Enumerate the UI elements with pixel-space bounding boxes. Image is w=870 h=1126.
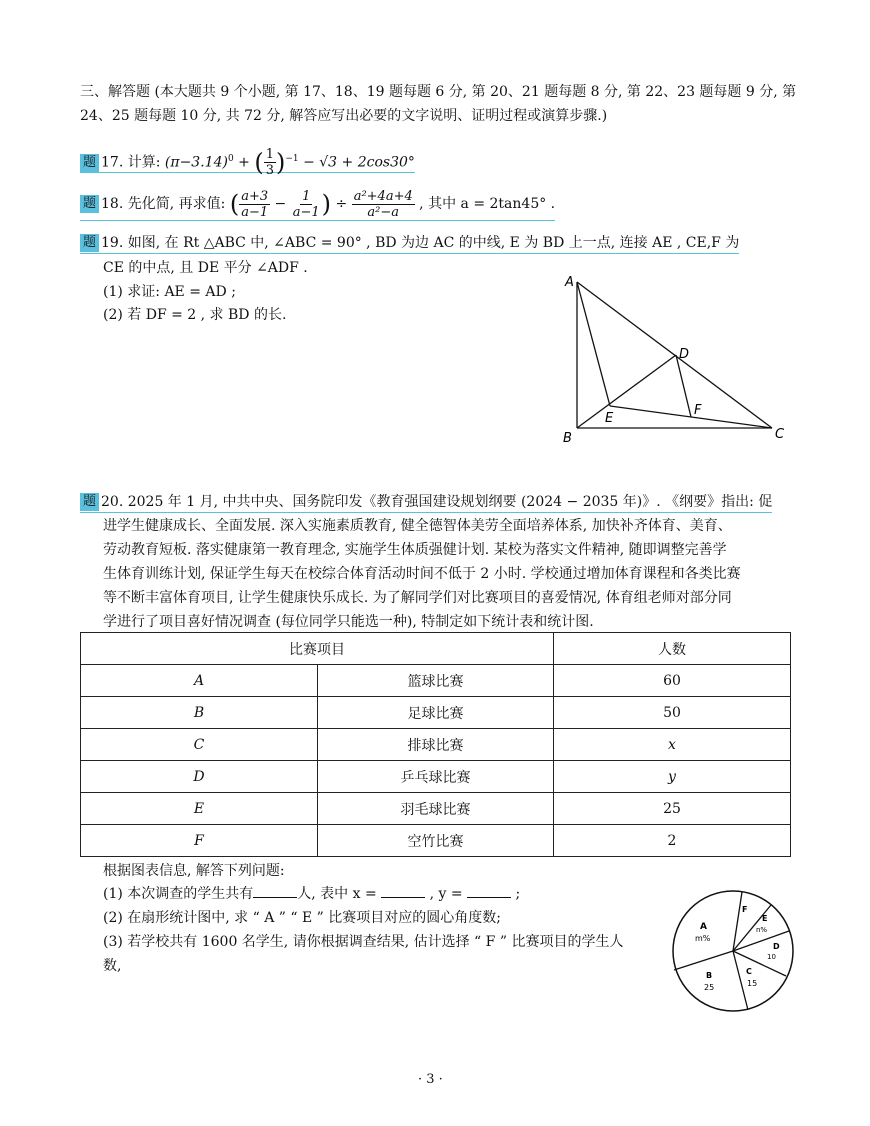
q17-lparen: ( — [254, 148, 264, 177]
pie-value-D: 10 — [767, 953, 776, 961]
answer-blank-y — [467, 897, 511, 898]
q20-sub2: (2) 在扇形统计图中, 求 “ A ” “ E ” 比赛项目对应的圆心角度数; — [103, 910, 502, 926]
table-row — [81, 793, 791, 825]
segment-DF — [676, 355, 691, 417]
row-name: 排球比赛 — [318, 729, 554, 761]
q17-rparen: ) — [275, 148, 286, 177]
q20-sub1 — [103, 884, 520, 904]
question-19-line2: CE 的中点, 且 DE 平分 ∠ADF . — [103, 260, 308, 276]
pie-label-D: D — [773, 942, 780, 951]
pie-label-E: E — [762, 914, 768, 923]
pie-label-C: C — [746, 967, 752, 976]
pie-value-C: 15 — [747, 979, 758, 988]
row-name: 羽毛球比赛 — [318, 793, 554, 825]
label-A: A — [565, 275, 574, 290]
row-code: C — [81, 729, 318, 761]
table-row — [81, 825, 791, 857]
row-code: E — [81, 793, 318, 825]
section-heading-line1: 三、解答题 (本大题共 9 个小题, 第 17、18、19 题每题 6 分, 第 20、21 题每题 8 分, 第 22、23 题每题 9 分, 第 — [80, 84, 797, 100]
q20-sub1-d: ; — [515, 886, 521, 902]
q18-lparen: ( — [229, 190, 240, 218]
question-19-sub1: (1) 求证: AE = AD ; — [103, 284, 236, 300]
q17-prefix: 17. 计算: — [101, 154, 165, 171]
question-tag: 题 — [80, 234, 99, 252]
q17-pi-term: (π−3.14) — [164, 154, 228, 171]
q20-after-table: 根据图表信息, 解答下列问题: — [103, 863, 285, 879]
label-F: F — [694, 403, 702, 418]
label-C: C — [775, 427, 785, 442]
row-name: 乒乓球比赛 — [318, 761, 554, 793]
pie-label-A: A — [700, 922, 707, 932]
pie-divider-CB — [733, 951, 748, 1010]
table-row — [81, 761, 791, 793]
row-code: D — [81, 761, 318, 793]
pie-value-A: m% — [695, 934, 711, 943]
q19-text-line1: 19. 如图, 在 Rt △ABC 中, ∠ABC = 90° , BD 为边 AC 的中线, E 为 BD 上一点, 连接 AE , CE,F 为 — [101, 235, 740, 251]
question-19-sub2: (2) 若 DF = 2 , 求 BD 的长. — [103, 307, 287, 323]
q17-tail: − √3 + 2cos30° — [298, 154, 415, 171]
label-D: D — [679, 347, 690, 362]
q17-exp-neg1: −1 — [285, 154, 299, 164]
row-count: 60 — [554, 665, 791, 697]
row-code: B — [81, 697, 318, 729]
label-E: E — [605, 411, 614, 426]
row-count: 25 — [554, 793, 791, 825]
q17-plus: + — [233, 154, 255, 171]
header-count: 人数 — [554, 633, 791, 665]
row-count: 50 — [554, 697, 791, 729]
pie-divider-BA — [674, 951, 733, 970]
q17-fraction: $\frac{1}{3}$ — [265, 147, 274, 179]
q18-minus: − — [270, 196, 291, 212]
row-name: 空竹比赛 — [318, 825, 554, 857]
pie-label-B: B — [706, 971, 713, 980]
q18-div: ÷ — [331, 196, 352, 212]
q20-sub1-b: 人, 表中 x = — [297, 886, 377, 902]
question-20-line1 — [80, 492, 772, 513]
q20-text-line5: 等不断丰富体育项目, 让学生健康快乐成长. 为了解同学们对比赛项目的喜爱情况, 体育组老师对部分同 — [103, 590, 732, 606]
table-row — [81, 665, 791, 697]
row-count: 2 — [554, 825, 791, 857]
q20-sub1-c: , y = — [429, 886, 463, 902]
row-count: x — [554, 729, 791, 761]
pie-label-F: F — [742, 905, 748, 914]
triangle-figure — [555, 268, 795, 450]
q20-text-line3: 劳动教育短板. 落实健康第一教育理念, 实施学生体质强健计划. 某校为落实文件精神, 随即调整完善学 — [103, 542, 727, 558]
pie-value-B: 25 — [704, 983, 715, 992]
q20-text-line4: 生体育训练计划, 保证学生每天在校综合体育活动时间不低于 2 小时. 学校通过增加体育课程和各类比赛 — [103, 566, 741, 582]
question-19-line1 — [80, 233, 739, 254]
q20-sub3-line2: 数, — [103, 958, 122, 974]
pie-value-E: n% — [756, 926, 768, 934]
q18-fraction3: $\frac{\text{a²+4a+4}}{\text{a²−a}}$ — [353, 188, 413, 220]
q20-sub3-line1: (3) 若学校共有 1600 名学生, 请你根据调查结果, 估计选择 “ F ” 比赛项目的学生人 — [103, 934, 624, 950]
answer-blank-total — [253, 897, 297, 898]
page-number: · 3 · — [418, 1072, 443, 1087]
question-17 — [80, 146, 415, 179]
question-tag: 题 — [80, 154, 99, 172]
segment-AE — [577, 282, 610, 406]
q20-sub1-a: (1) 本次调查的学生共有 — [103, 886, 254, 902]
q18-prefix: 18. 先化简, 再求值: — [101, 196, 230, 212]
question-18 — [80, 188, 555, 221]
row-name: 篮球比赛 — [318, 665, 554, 697]
header-project: 比赛项目 — [81, 633, 554, 665]
table-header-row — [81, 633, 791, 665]
table-row — [81, 729, 791, 761]
table-row — [81, 697, 791, 729]
stats-table — [80, 632, 791, 857]
q20-text-line6: 学进行了项目喜好情况调查 (每位同学只能选一种), 特制定如下统计表和统计图. — [103, 614, 594, 630]
q18-rparen: ) — [321, 190, 332, 218]
row-code: A — [81, 665, 318, 697]
question-tag: 题 — [80, 493, 99, 511]
q18-fraction2: $\frac{1}{a-1}$ — [292, 188, 320, 220]
answer-blank-x — [381, 897, 425, 898]
q20-text-line2: 进学生健康成长、全面发展. 深入实施素质教育, 健全德智体美劳全面培养体系, 加快补齐体育、美育、 — [103, 518, 732, 534]
section-heading-line2: 24、25 题每题 10 分, 共 72 分, 解答应写出必要的文字说明、证明过程或演算步骤.) — [80, 108, 608, 124]
question-tag: 题 — [80, 195, 99, 213]
q17-exp0: 0 — [227, 154, 234, 164]
q18-fraction1: $\frac{a+3}{a-1}$ — [241, 188, 269, 220]
pie-chart — [668, 888, 798, 1014]
segment-BD — [577, 355, 676, 428]
pie-divider-DC — [733, 951, 786, 976]
label-B: B — [563, 431, 572, 446]
row-name: 足球比赛 — [318, 697, 554, 729]
q18-suffix: , 其中 a = 2tan45° . — [414, 196, 556, 212]
row-code: F — [81, 825, 318, 857]
q20-text-line1: 20. 2025 年 1 月, 中共中央、国务院印发《教育强国建设规划纲要 (2024 − 2035 年)》. 《纲要》指出: 促 — [101, 494, 773, 510]
row-count: y — [554, 761, 791, 793]
